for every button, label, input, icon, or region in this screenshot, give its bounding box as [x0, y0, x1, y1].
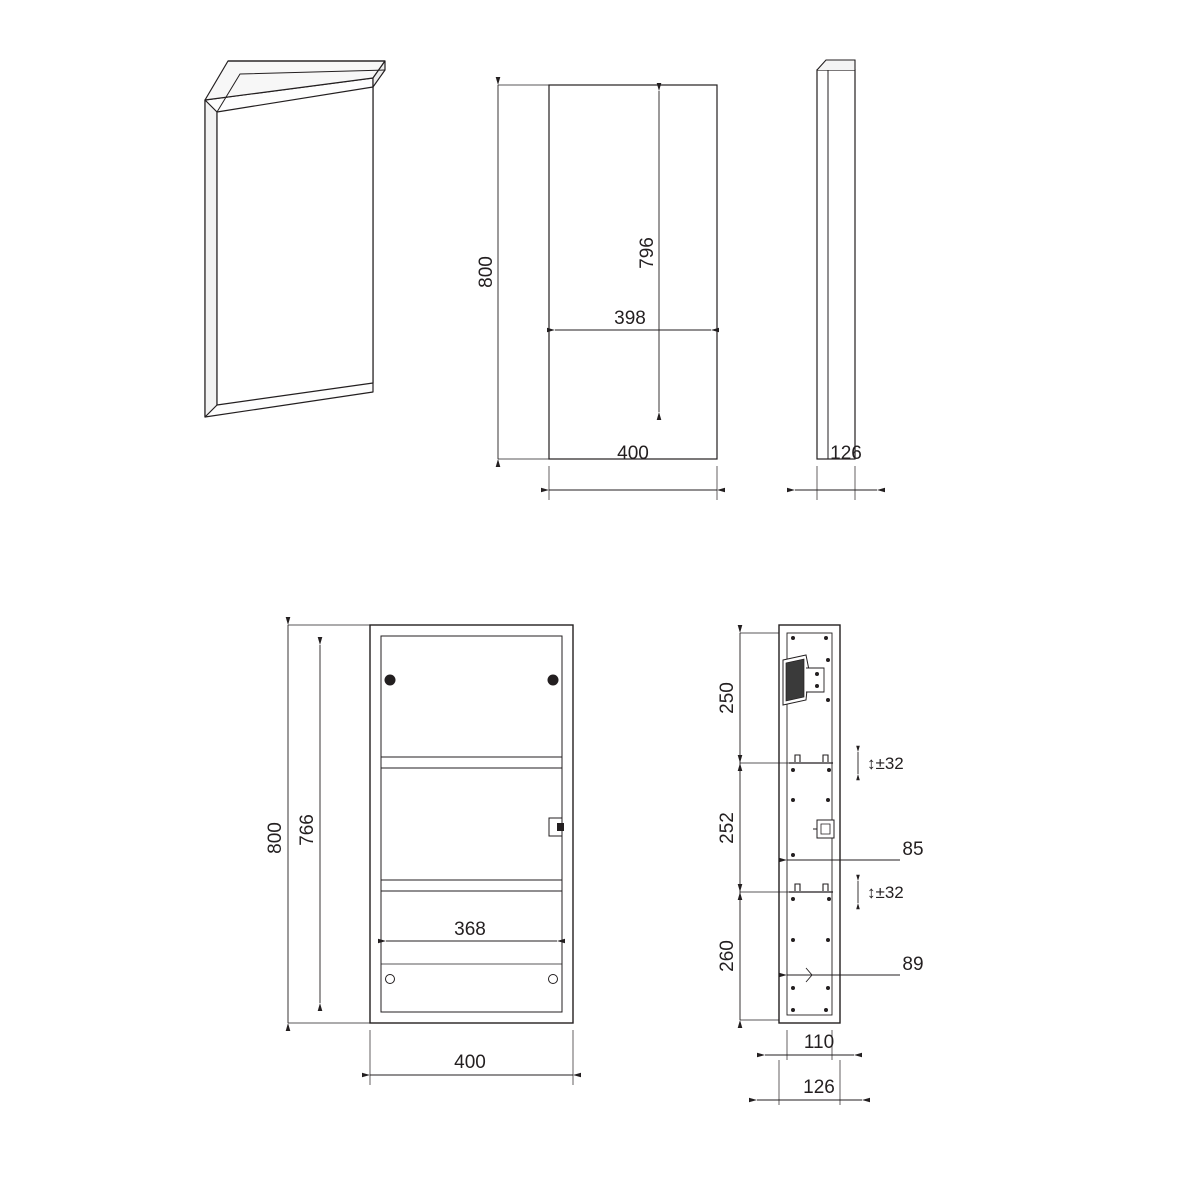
dim-side-segment-top: 250	[717, 682, 738, 714]
dim-inner-depth: 110	[803, 1032, 835, 1053]
dim-front-overall-height: 800	[476, 256, 497, 288]
dim-overall-depth: 126	[803, 1077, 835, 1098]
dim-section-overall-width: 400	[454, 1052, 486, 1073]
dim-side-segment-bottom: 260	[717, 940, 738, 972]
dim-front-inner-width: 398	[614, 308, 646, 329]
dim-section-shelf-width: 368	[454, 919, 486, 940]
front-elevation	[476, 85, 717, 500]
dim-tolerance-top: ↕±32	[867, 754, 904, 773]
dim-front-overall-width: 400	[617, 443, 649, 464]
dim-bracket-offset-upper: 85	[902, 839, 924, 860]
dim-front-inner-height: 796	[637, 237, 658, 269]
dim-section-inner-height: 766	[297, 814, 318, 846]
dim-section-overall-height: 800	[265, 822, 286, 854]
dim-tolerance-bottom: ↕±32	[867, 883, 904, 902]
front-section	[265, 625, 573, 1085]
dim-side-depth: 126	[830, 443, 862, 464]
side-section	[717, 625, 924, 1105]
dim-side-segment-middle: 252	[717, 812, 738, 844]
isometric-view	[205, 61, 385, 417]
side-elevation	[795, 60, 877, 500]
dim-bracket-offset-lower: 89	[902, 954, 924, 975]
